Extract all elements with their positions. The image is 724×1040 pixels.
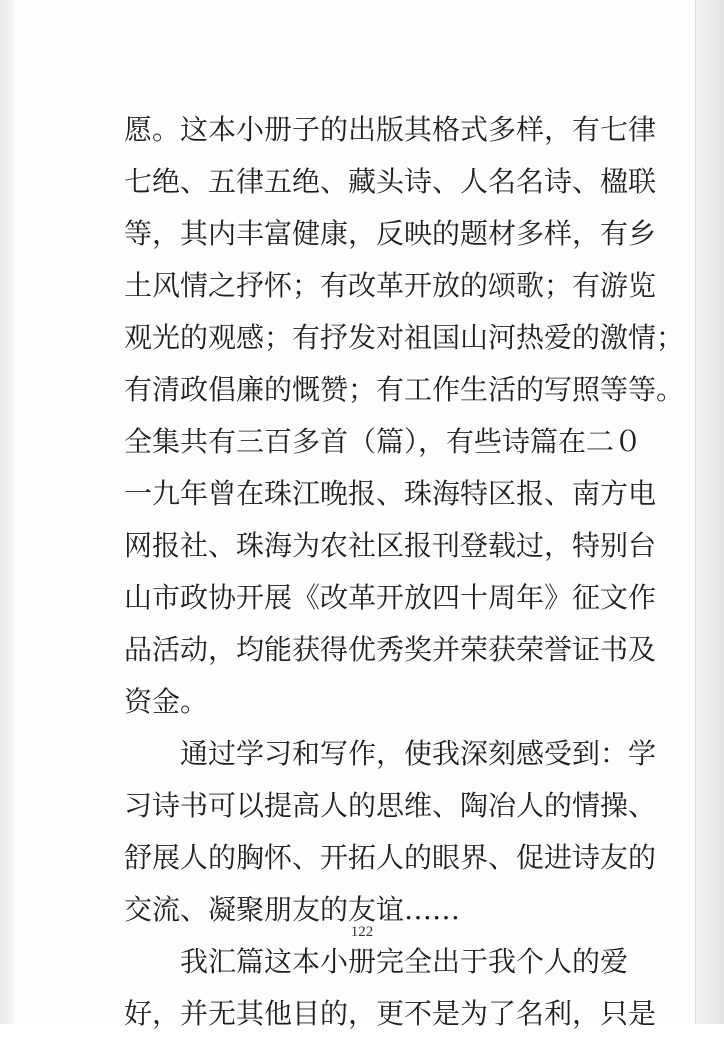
- text-line: 七绝、五律五绝、藏头诗、人名名诗、楹联: [124, 165, 657, 198]
- text-line: 观光的观感；有抒发对祖国山河热爱的激情；: [124, 321, 685, 354]
- page-left-edge: [0, 0, 14, 1024]
- text-line: 等，其内丰富健康，反映的题材多样，有乡: [124, 217, 657, 250]
- text-line: 山市政协开展《改革开放四十周年》征文作: [124, 581, 657, 614]
- text-line: 资金。: [124, 685, 209, 718]
- text-line: 网报社、珠海为农社区报刊登载过，特别台: [124, 529, 657, 562]
- text-line: 好，并无其他目的，更不是为了名利，只是: [124, 997, 657, 1030]
- text-line: 舒展人的胸怀、开拓人的眼界、促进诗友的: [124, 841, 657, 874]
- paragraph-start-line: 我汇篇这本小册完全出于我个人的爱: [180, 945, 629, 978]
- text-line: 一九年曾在珠江晚报、珠海特区报、南方电: [124, 477, 657, 510]
- text-line: 愿。这本小册子的出版其格式多样，有七律: [124, 113, 657, 146]
- paragraph-start-line: 通过学习和写作，使我深刻感受到：学: [180, 737, 657, 770]
- text-line: 有清政倡廉的慨赞；有工作生活的写照等等。: [124, 373, 685, 406]
- text-line: 习诗书可以提高人的思维、陶冶人的情操、: [124, 789, 657, 822]
- text-line: 品活动，均能获得优秀奖并荣获荣誉证书及: [124, 633, 657, 666]
- text-line: 土风情之抒怀；有改革开放的颂歌；有游览: [124, 269, 657, 302]
- page-number: 122: [350, 924, 374, 940]
- page-right-edge: [695, 0, 724, 1024]
- body-text: [124, 104, 685, 1040]
- text-line: 交流、凝聚朋友的友谊……: [124, 893, 461, 926]
- text-line: 全集共有三百多首（篇），有些诗篇在二０: [124, 425, 643, 458]
